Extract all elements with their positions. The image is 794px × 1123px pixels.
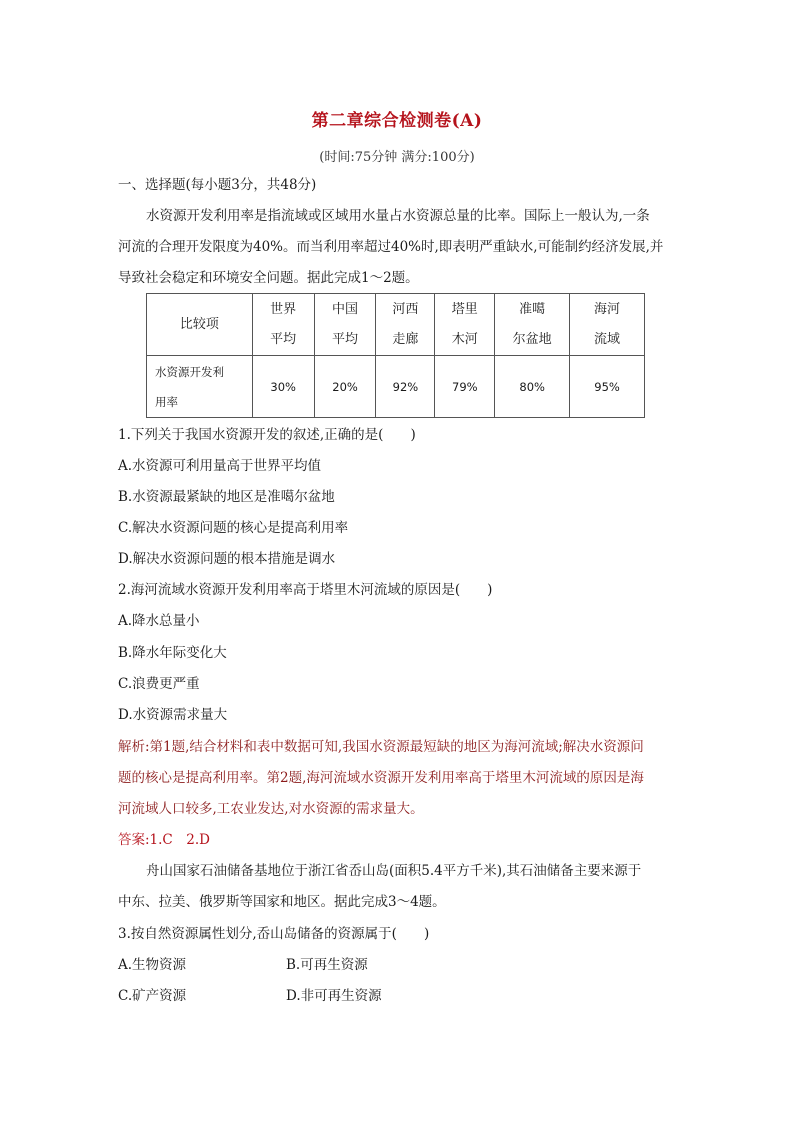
table-cell: 92% (376, 356, 435, 418)
table-cell: 95% (570, 356, 645, 418)
question-3-option-b: B.可再生资源 (286, 957, 368, 973)
question-1-option-d: D.解决水资源问题的根本措施是调水 (118, 551, 336, 567)
table-row-label: 水资源开发利 用率 (147, 356, 253, 418)
table-header-cell: 比较项 (147, 294, 253, 356)
analysis-line: 河流域人口较多,工农业发达,对水资源的需求量大。 (118, 801, 424, 817)
passage1-line: 导致社会稳定和环境安全问题。据此完成1～2题。 (118, 270, 419, 286)
analysis-line: 题的核心是提高利用率。第2题,海河流域水资源开发利用率高于塔里木河流域的原因是海 (118, 770, 644, 786)
question-2-option-a: A.降水总量小 (118, 613, 200, 629)
question-3-option-c: C.矿产资源 (118, 988, 187, 1004)
exam-time-score: (时间:75分钟 满分:100分) (319, 150, 475, 165)
table-cell: 30% (252, 356, 314, 418)
table-header-cell: 海河 流域 (570, 294, 645, 356)
table-header-row (147, 294, 645, 356)
question-1-option-a: A.水资源可利用量高于世界平均值 (118, 458, 322, 474)
passage2-line: 中东、拉美、俄罗斯等国家和地区。据此完成3～4题。 (118, 894, 446, 910)
question-3-option-d: D.非可再生资源 (286, 988, 382, 1004)
analysis-line: 解析:第1题,结合材料和表中数据可知,我国水资源最短缺的地区为海河流域;解决水资源问 (118, 739, 644, 755)
question-3-option-a: A.生物资源 (118, 957, 187, 973)
question-2-stem: 2.海河流域水资源开发利用率高于塔里木河流域的原因是( ) (118, 582, 493, 598)
table-header-cell: 准噶 尔盆地 (495, 294, 570, 356)
question-2-option-b: B.降水年际变化大 (118, 645, 227, 661)
table-row (147, 356, 645, 418)
water-use-table (146, 293, 645, 418)
table-header-cell: 世界 平均 (252, 294, 314, 356)
question-1-stem: 1.下列关于我国水资源开发的叙述,正确的是( ) (118, 427, 416, 443)
question-3-stem: 3.按自然资源属性划分,岙山岛储备的资源属于( ) (118, 926, 430, 942)
passage1-line: 河流的合理开发限度为40%。而当利用率超过40%时,即表明严重缺水,可能制约经济发展,并 (118, 239, 664, 255)
table-header-cell: 河西 走廊 (376, 294, 435, 356)
table-cell: 80% (495, 356, 570, 418)
answer-line: 答案:1.C 2.D (118, 832, 210, 848)
question-2-option-d: D.水资源需求量大 (118, 707, 228, 723)
table-header-cell: 塔里 木河 (435, 294, 495, 356)
question-1-option-b: B.水资源最紧缺的地区是准噶尔盆地 (118, 489, 335, 505)
table-header-cell: 中国 平均 (314, 294, 376, 356)
table-cell: 79% (435, 356, 495, 418)
question-2-option-c: C.浪费更严重 (118, 676, 200, 692)
section-heading: 一、选择题(每小题3分，共48分) (118, 177, 317, 193)
table-cell: 20% (314, 356, 376, 418)
passage1-line: 水资源开发利用率是指流域或区域用水量占水资源总量的比率。国际上一般认为,一条 (146, 208, 650, 224)
document-title: 第二章综合检测卷(A) (311, 111, 483, 131)
passage2-line: 舟山国家石油储备基地位于浙江省岙山岛(面积5.4平方千米),其石油储备主要来源于 (146, 863, 642, 879)
question-1-option-c: C.解决水资源问题的核心是提高利用率 (118, 520, 349, 536)
